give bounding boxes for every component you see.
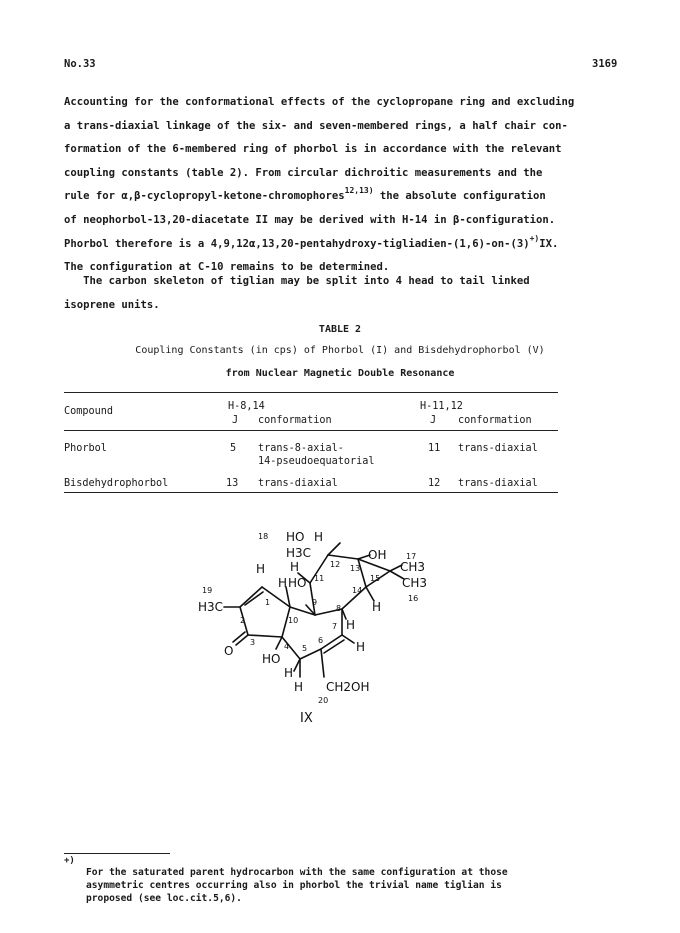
carbon-number: 1 [265,598,271,607]
atom-label: H3C [286,546,312,560]
atom-label: 19 [202,586,213,595]
table-cell-compound: Bisdehydrophorbol [64,478,169,489]
carbon-number: 15 [370,574,381,583]
atom-label: 17 [406,552,417,561]
table-caption-sub: from Nuclear Magnetic Double Resonance [225,368,455,379]
carbon-number: 3 [250,638,256,647]
table-cell-conformation: trans-diaxial [258,478,338,489]
carbon-number: 8 [336,604,342,613]
text-line: The configuration at C-10 remains to be determined. [64,261,390,274]
text-line: coupling constants (table 2). From circular dichroitic measurements and the [64,166,543,179]
carbon-number: 13 [350,564,361,573]
footnote-marker: +) [64,856,75,866]
carbon-number: 6 [318,636,324,645]
col-subheader-conformation: conformation [458,415,532,426]
table-bottom-rule [64,492,558,493]
compound-label: IX [300,711,313,726]
footnote-text [86,866,508,905]
atom-label: HO [262,652,281,666]
table-cell-conformation: trans-8-axial- [258,443,344,454]
text-line: a trans-diaxial linkage of the six- and seven-membered rings, a half chair con- [64,119,568,132]
atom-label: HO [286,530,305,544]
table-cell-j: 11 [428,443,441,454]
atom-label: 16 [408,594,419,603]
table-caption: Coupling Constants (in cps) of Phorbol (I) and Bisdehydrophorbol (V) [135,345,545,356]
atom-label: H [278,576,288,590]
table-cell-j: 12 [428,478,441,489]
atom-label: HO [288,576,307,590]
atom-label: CH3 [402,576,428,590]
carbon-number: 2 [240,616,246,625]
atom-label: H [314,530,324,544]
atom-label: H3C [198,600,224,614]
atom-label: CH2OH [326,680,370,694]
carbon-number: 7 [332,622,338,631]
col-subheader-conformation: conformation [258,415,332,426]
text-line [64,185,624,209]
table-top-rule [64,392,558,393]
table-cell-conformation: trans-diaxial [458,478,538,489]
text-fragment: IX. [539,237,559,250]
carbon-number: 14 [352,586,363,595]
atom-label: O [224,644,234,658]
atom-label: H [284,666,294,680]
phorbol-structure-diagram [190,525,440,730]
text-line: of neophorbol-13,20-diacetate II may be derived with H-14 in β-configuration. [64,213,556,226]
text-fragment: the absolute configuration [373,190,546,203]
text-line: Accounting for the conformational effects of the cyclopropane ring and excluding [64,96,575,108]
col-subheader-j: J [430,415,437,426]
reference-marker: 12,13) [344,186,374,196]
journal-issue: No.33 [64,58,96,70]
footnote-rule [64,853,170,854]
col-header-compound: Compound [64,406,114,417]
table-cell-j: 13 [226,478,239,489]
carbon-number: 5 [302,644,308,653]
atom-label: H [356,640,366,654]
carbon-number: 11 [314,574,325,583]
table-cell-compound: Phorbol [64,443,107,454]
text-line: formation of the 6-membered ring of phorbol is in accordance with the relevant [64,143,562,156]
text-line [64,233,624,257]
footnote-marker: +) [529,233,540,243]
table-title: TABLE 2 [318,324,362,335]
table-cell-conformation: trans-diaxial [458,443,538,454]
atom-label: H [346,618,356,632]
carbon-number: 12 [330,560,341,569]
carbon-number: 10 [288,616,299,625]
table-cell-conformation: 14-pseudoequatorial [258,456,375,467]
atom-label: H [294,680,304,694]
atom-label: OH [368,548,387,562]
table-header-rule [64,430,558,431]
body-paragraph-1 [64,91,624,280]
atom-label: H [372,600,382,614]
col-subheader-j: J [232,415,239,426]
atom-label: 20 [318,696,329,705]
carbon-number: 4 [284,642,290,651]
text-line: proposed (see loc.cit.5,6). [86,893,242,904]
text-line: asymmetric centres occurring also in phorbol the trivial name tiglian is [86,880,502,891]
text-fragment: rule for α,β-cyclopropyl-ketone-chromophores [64,190,345,203]
text-line: For the saturated parent hydrocarbon with the same configuration at those [86,867,508,878]
col-header-h1112: H-11,12 [420,401,463,412]
text-fragment: Phorbol therefore is a 4,9,12α,13,20-pentahydroxy-tigliadien-(1,6)-on-(3) [64,237,530,250]
atom-label: 18 [258,532,269,541]
atom-label: CH3 [400,560,426,574]
col-header-h814: H-8,14 [228,401,265,412]
page-number: 3169 [592,58,618,70]
text-line: isoprene units. [64,298,160,311]
atom-label: H [256,562,266,576]
table-cell-j: 5 [230,443,237,454]
text-line: The carbon skeleton of tiglian may be split into 4 head to tail linked [64,275,530,287]
atom-label: H [290,560,300,574]
carbon-number: 9 [312,598,318,607]
body-paragraph-2 [64,270,624,317]
